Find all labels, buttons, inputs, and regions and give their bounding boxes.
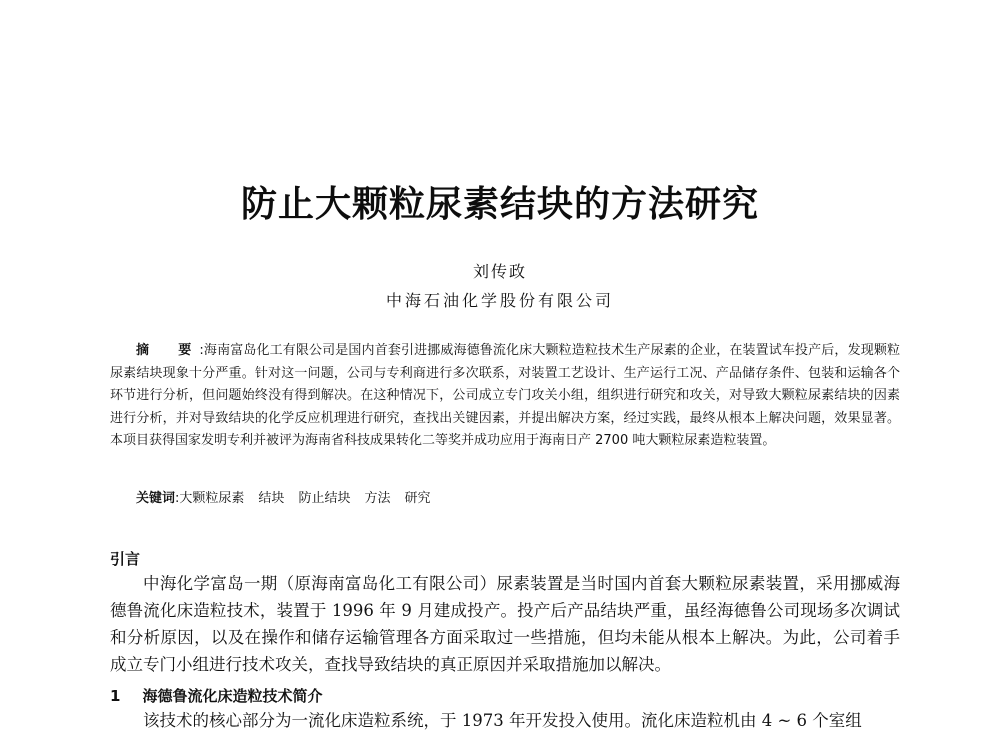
keyword-item: 大颗粒尿素: [179, 491, 245, 506]
section-1-heading: [110, 685, 322, 706]
introduction-paragraph: 中海化学富岛一期（原海南富岛化工有限公司）尿素装置是当时国内首套大颗粒尿素装置，采用挪威海德鲁流化床造粒技术，装置于 1996 年 9 月建成投产。投产后产品结块严重，虽经海德鲁公司现场多次调试和分析原因，以及在操作和储存运输管理各方面采取过一些措施，但均未能从根本上解决。为此，公司着手成立专门小组进行技术攻关，查找导致结块的真正原因并采取措施加以解决。: [110, 574, 900, 674]
abstract-colon: :: [199, 343, 204, 358]
author-affiliation: 中海石油化学股份有限公司: [385, 291, 614, 310]
abstract: [110, 340, 900, 453]
keywords-colon: :: [175, 491, 180, 506]
introduction-heading: 引言: [110, 550, 141, 568]
keyword-item: 防止结块: [298, 491, 351, 506]
section-1-paragraph: 该技术的核心部分为一流化床造粒系统，于 1973 年开发投入使用。流化床造粒机由 4 ~ 6 个室组: [143, 711, 862, 730]
section-1-title: 海德鲁流化床造粒技术简介: [142, 687, 323, 705]
keywords: [110, 487, 900, 506]
keyword-item: 研究: [404, 491, 431, 506]
abstract-text: 海南富岛化工有限公司是国内首套引进挪威海德鲁流化床大颗粒造粒技术生产尿素的企业，在装置试车投产后，发现颗粒尿素结块现象十分严重。针对这一问题，公司与专利商进行多次联系，对装置工艺设计、生产运行工况、产品储存条件、包装和运输各个环节进行分析，但问题始终没有得到解决。在这种情况下，公司成立专门攻关小组，组织进行研究和攻关，对导致大颗粒尿素结块的因素进行分析，并对导致结块的化学反应机理进行研究，查找出关键因素，并提出解决方案，经过实践，最终从根本上解决问题，效果显著。本项目获得国家发明专利并被评为海南省科技成果转化二等奖并成功应用于海南日产 2700 吨大颗粒尿素造粒装置。: [110, 343, 900, 448]
author-name: 刘传政: [472, 262, 527, 281]
section-1-number: 1: [110, 687, 121, 705]
keywords-label: 关键词: [136, 491, 176, 506]
abstract-label: 摘 要: [136, 343, 200, 358]
keyword-item: 方法: [364, 491, 391, 506]
keyword-item: 结块: [258, 491, 285, 506]
paper-title: 防止大颗粒尿素结块的方法研究: [240, 183, 759, 225]
